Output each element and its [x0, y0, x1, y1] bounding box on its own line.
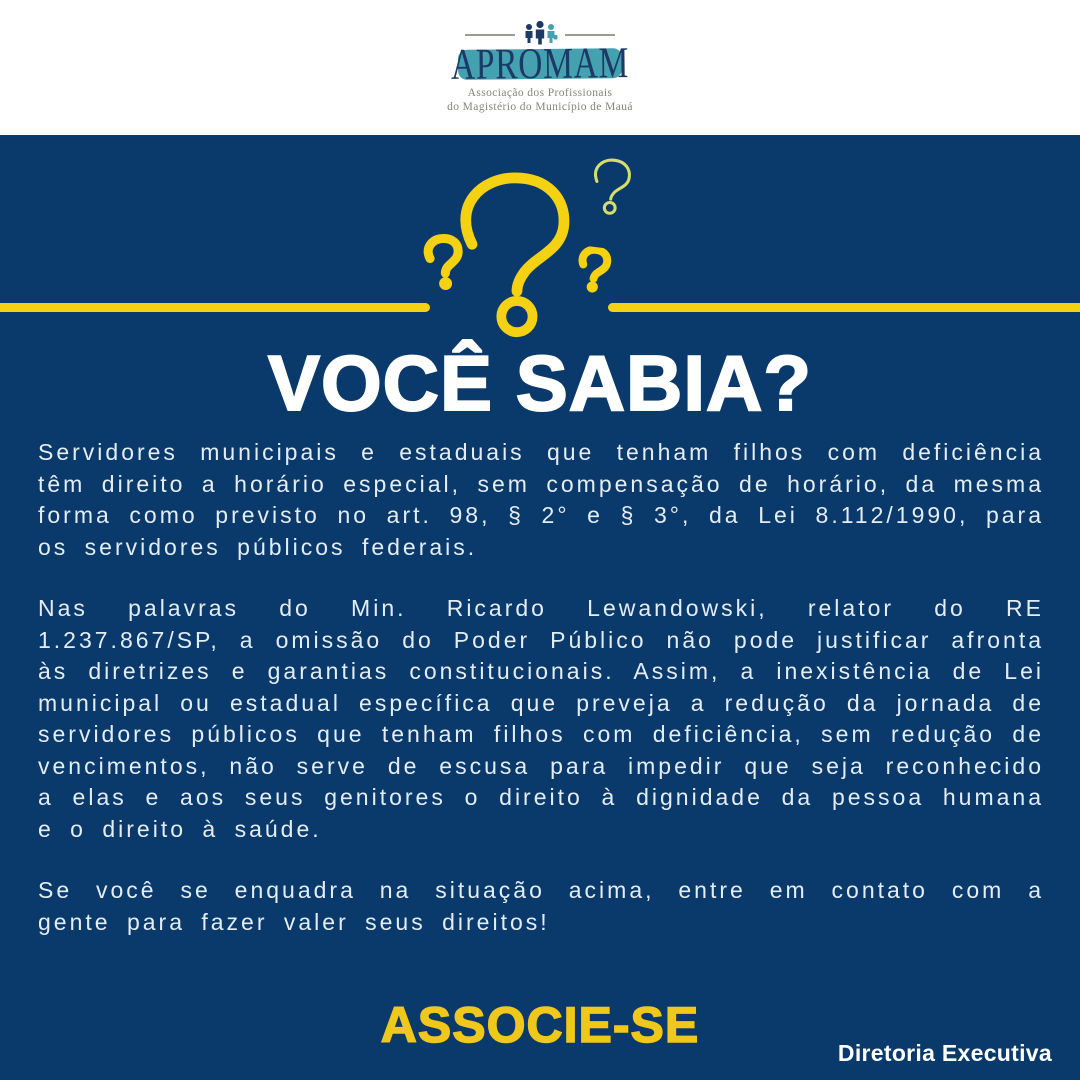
logo-wordmark: APROMAM — [450, 38, 630, 89]
body-paragraph-3: Se você se enquadra na situação acima, entre em contato com a gente para fazer valer seus direitos! — [38, 877, 1044, 935]
logo-rule-right — [565, 34, 615, 36]
logo-wordmark-background — [450, 38, 630, 89]
body-paragraph-1: Servidores municipais e estaduais que tenham filhos com deficiência têm direito a horário especial, sem compensação de horário, da mesma forma como previsto no art. 98, § 2° e § 3°, da Lei 8.112/1990, para os servidores públicos federais. — [38, 439, 1044, 560]
logo-subtitle-line2: do Magistério do Município de Mauá — [447, 101, 633, 113]
body-text — [38, 437, 1044, 968]
divider-right — [608, 303, 1080, 312]
signature: Diretoria Executiva — [837, 1040, 1052, 1066]
question-mark-solid-icon — [422, 233, 465, 298]
header — [0, 0, 1080, 135]
logo-subtitle — [410, 86, 670, 114]
logo-subtitle-line1: Associação dos Profissionais — [467, 87, 613, 99]
question-mark-thin-outline-icon — [587, 156, 635, 223]
question-mark-large-icon — [452, 172, 578, 345]
body-paragraph-2: Nas palavras do Min. Ricardo Lewandowski, relator do RE 1.237.867/SP, a omissão do Poder Público não pode justificar afronta às diretrizes e garantias constitucionais. Assim, a inexistência de Lei municipal ou estadual específica que preveja a redução da jornada de servidores públicos que tenham filhos com deficiência, sem redução de vencimentos, não serve de escusa para impedir que seja reconhecido a elas e aos seus genitores o direito à dignidade da pessoa humana e o direito à saúde. — [38, 595, 1044, 842]
page-title: VOCÊ SABIA? — [267, 339, 813, 427]
divider-left — [0, 303, 430, 312]
logo-rule-left — [465, 34, 515, 36]
apromam-logo — [410, 0, 670, 114]
cta-text: ASSOCIE-SE — [380, 997, 700, 1053]
question-mark-solid-icon — [574, 245, 613, 300]
